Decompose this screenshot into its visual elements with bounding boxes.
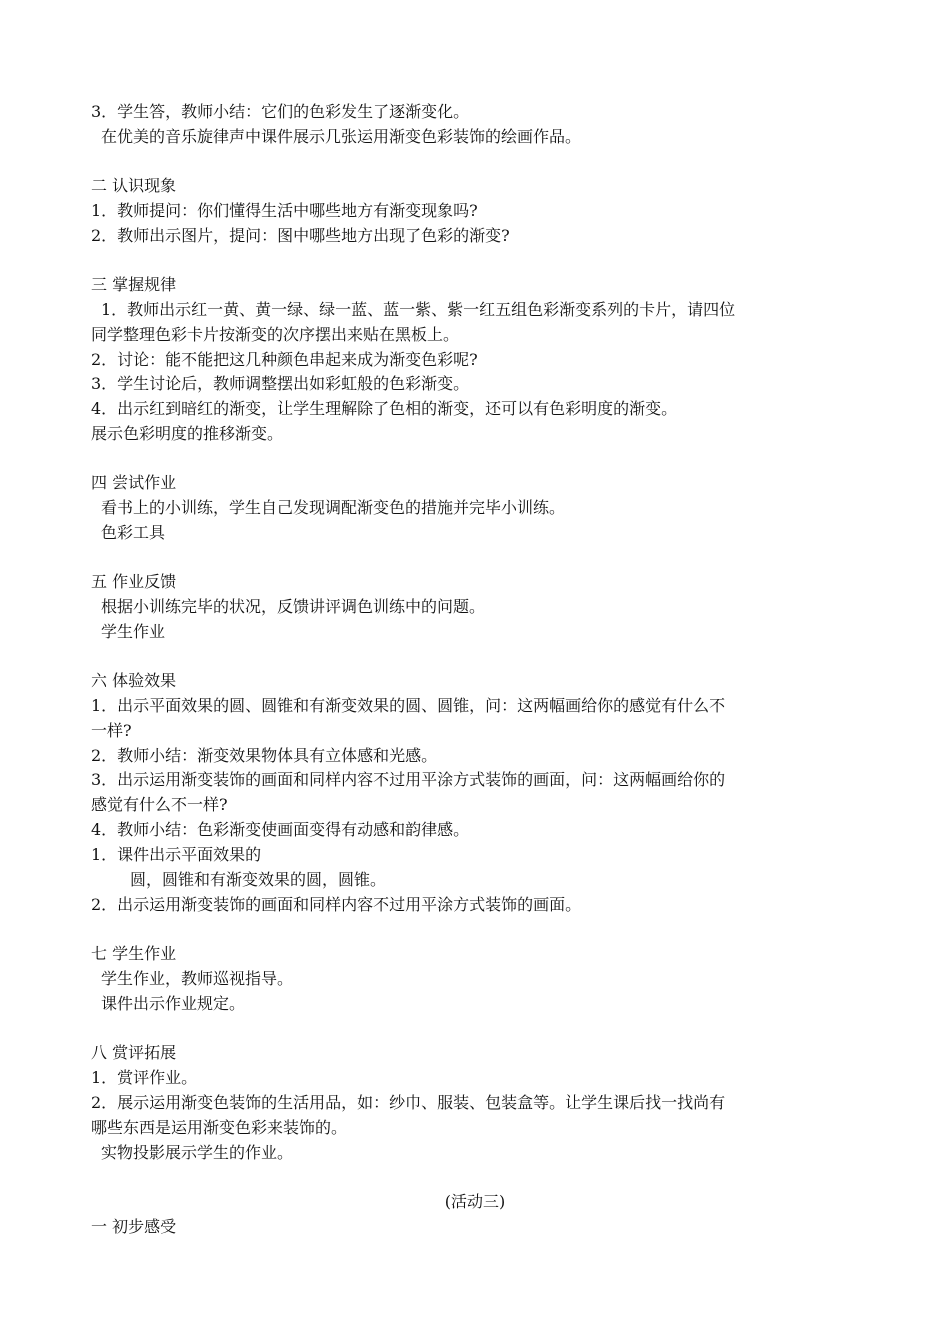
text-line: 1．赏评作业。 — [91, 1068, 198, 1087]
section-heading: 二 认识现象 — [91, 176, 177, 195]
text-line: 1．课件出示平面效果的 — [91, 845, 262, 864]
text-line: 圆，圆锥和有渐变效果的圆，圆锥。 — [130, 870, 387, 889]
text-line: 3．学生答，教师小结：它们的色彩发生了逐渐变化。 — [91, 102, 470, 121]
text-line: 3．出示运用渐变装饰的画面和同样内容不过用平涂方式装饰的画面，问：这两幅画给你的 — [91, 770, 726, 789]
text-line: 4．出示红到暗红的渐变，让学生理解除了色相的渐变，还可以有色彩明度的渐变。 — [91, 399, 678, 418]
activity-title: (活动三) — [444, 1192, 506, 1211]
text-line: 在优美的音乐旋律声中课件展示几张运用渐变色彩装饰的绘画作品。 — [101, 127, 582, 146]
section-heading: 三 掌握规律 — [91, 275, 177, 294]
text-line: 2．出示运用渐变装饰的画面和同样内容不过用平涂方式装饰的画面。 — [91, 895, 582, 914]
text-line: 色彩工具 — [101, 523, 166, 542]
text-line: 1．教师出示红一黄、黄一绿、绿一蓝、蓝一紫、紫一红五组色彩渐变系列的卡片，请四位 — [101, 300, 736, 319]
section-heading: 六 体验效果 — [91, 671, 177, 690]
section-heading: 七 学生作业 — [91, 944, 177, 963]
text-line: 2．教师出示图片，提问：图中哪些地方出现了色彩的渐变? — [91, 226, 510, 245]
section-heading: 五 作业反馈 — [91, 572, 177, 591]
section-heading: 八 赏评拓展 — [91, 1043, 177, 1062]
text-line: 一样? — [91, 721, 132, 740]
text-line: 学生作业 — [101, 622, 166, 641]
text-line: 2．教师小结：渐变效果物体具有立体感和光感。 — [91, 746, 438, 765]
text-line: 1．出示平面效果的圆、圆锥和有渐变效果的圆、圆锥，问：这两幅画给你的感觉有什么不 — [91, 696, 726, 715]
text-line: 实物投影展示学生的作业。 — [101, 1143, 294, 1162]
text-line: 2．展示运用渐变色装饰的生活用品，如：纱巾、服装、包装盒等。让学生课后找一找尚有 — [91, 1093, 726, 1112]
text-line: 同学整理色彩卡片按渐变的次序摆出来贴在黑板上。 — [91, 325, 460, 344]
text-line: 展示色彩明度的推移渐变。 — [91, 424, 284, 443]
text-line: 看书上的小训练，学生自己发现调配渐变色的措施并完毕小训练。 — [101, 498, 566, 517]
text-line: 学生作业，教师巡视指导。 — [101, 969, 294, 988]
text-line: 2．讨论：能不能把这几种颜色串起来成为渐变色彩呢? — [91, 350, 478, 369]
text-line: 哪些东西是运用渐变色彩来装饰的。 — [91, 1118, 348, 1137]
text-line: 4．教师小结：色彩渐变使画面变得有动感和韵律感。 — [91, 820, 470, 839]
text-line: 感觉有什么不一样? — [91, 795, 228, 814]
section-heading: 一 初步感受 — [91, 1217, 177, 1236]
text-line: 课件出示作业规定。 — [101, 994, 246, 1013]
text-line: 根据小训练完毕的状况，反馈讲评调色训练中的问题。 — [101, 597, 486, 616]
text-line: 1．教师提问：你们懂得生活中哪些地方有渐变现象吗? — [91, 201, 478, 220]
section-heading: 四 尝试作业 — [91, 473, 177, 492]
text-line: 3．学生讨论后，教师调整摆出如彩虹般的色彩渐变。 — [91, 374, 470, 393]
